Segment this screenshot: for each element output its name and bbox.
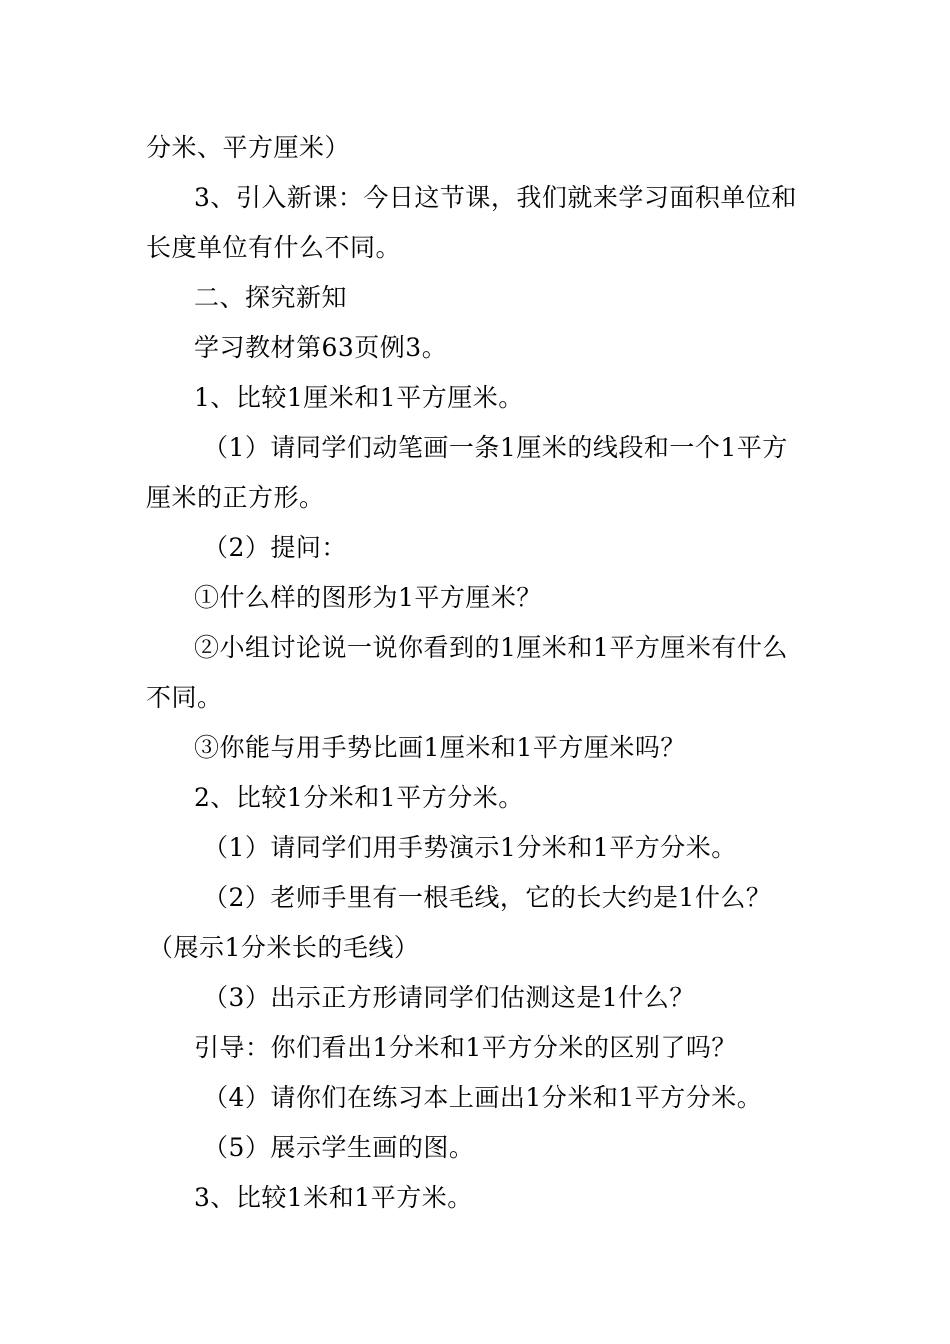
text-line: ③你能与用手势比画1厘米和1平方厘米吗？	[194, 733, 686, 762]
text-line: 3、比较1米和1平方米。	[194, 1183, 473, 1212]
text-line: 学习教材第63页例3。	[194, 333, 448, 362]
text-line: 3、引入新课：今日这节课，我们就来学习面积单位和	[194, 183, 797, 212]
text-line: 1、比较1厘米和1平方厘米。	[194, 383, 524, 412]
text-line: ①什么样的图形为1平方厘米？	[194, 583, 542, 612]
text-line: 长度单位有什么不同。	[146, 233, 402, 262]
section-heading: 二、探究新知	[194, 283, 348, 312]
text-line: （1）请同学们动笔画一条1厘米的线段和一个1平方	[203, 433, 788, 462]
text-line: 引导：你们看出1分米和1平方分米的区别了吗？	[194, 1033, 737, 1062]
text-line: 2、比较1分米和1平方分米。	[194, 783, 524, 812]
text-line: 厘米的正方形。	[146, 483, 325, 512]
text-line: （3）出示正方形请同学们估测这是1什么？	[203, 983, 695, 1012]
text-line: （展示1分米长的毛线）	[148, 933, 420, 962]
text-line: （1）请同学们用手势演示1分米和1平方分米。	[203, 833, 737, 862]
text-line: （4）请你们在练习本上画出1分米和1平方分米。	[203, 1083, 763, 1112]
text-line: 分米、平方厘米）	[146, 133, 351, 162]
text-line: （5）展示学生画的图。	[203, 1133, 475, 1162]
text-line: （2）提问：	[203, 533, 347, 562]
text-line: ②小组讨论说一说你看到的1厘米和1平方厘米有什么	[194, 633, 788, 662]
text-line: （2）老师手里有一根毛线，它的长大约是1什么？	[203, 883, 772, 912]
text-line: 不同。	[146, 683, 223, 712]
